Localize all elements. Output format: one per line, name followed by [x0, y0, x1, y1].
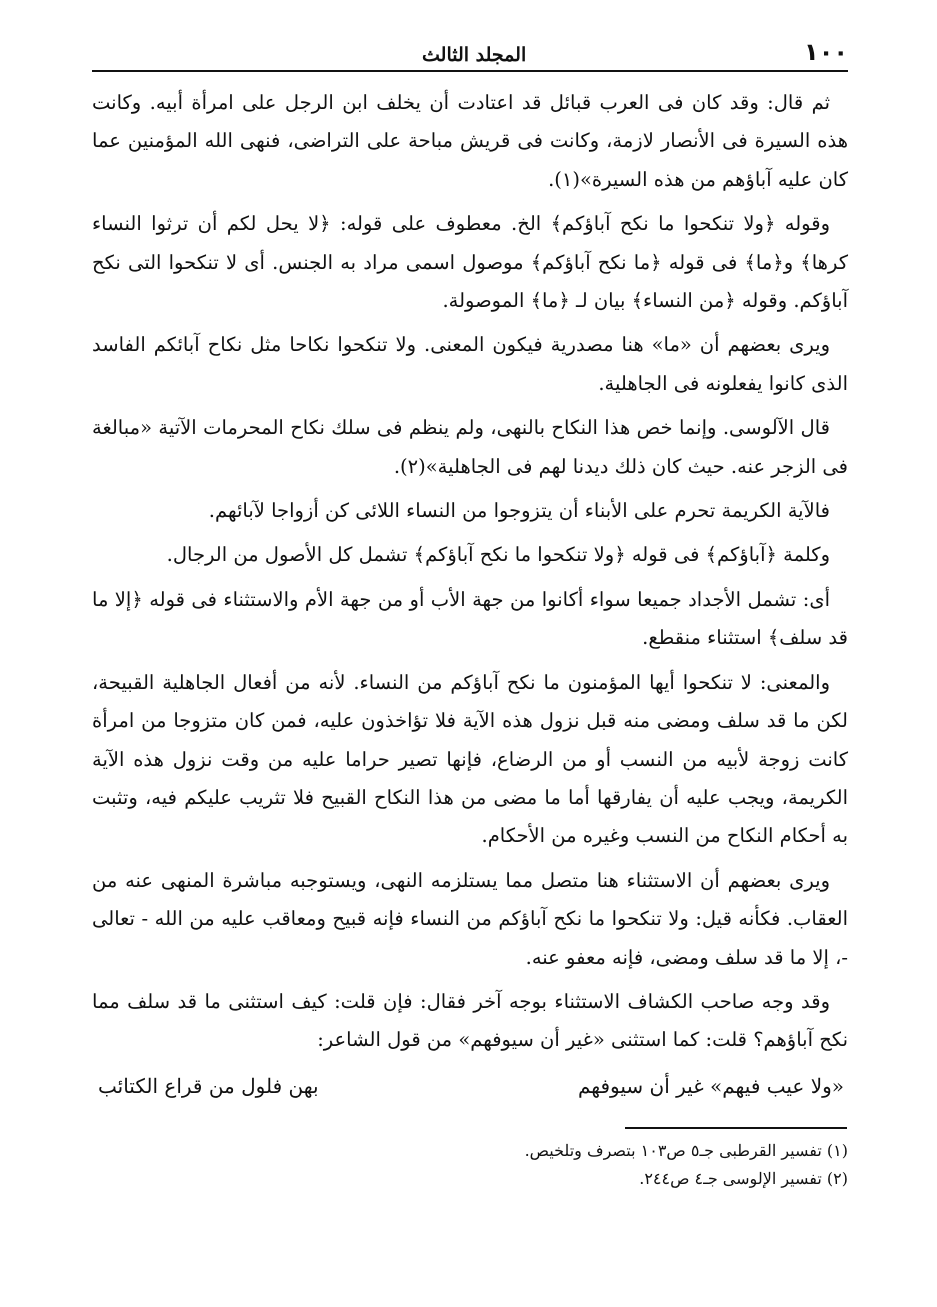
footnote: (١) تفسير القرطبى جـ٥ ص١٠٣ بتصرف وتلخيص.	[524, 1141, 848, 1160]
poem-verse	[92, 1066, 848, 1106]
paragraph: وقد وجه صاحب الكشاف الاستثناء بوجه آخر فقال: فإن قلت: كيف استثنى ما قد سلف مما نكح آباؤهم؟ قلت: كما استثنى «غير أن سيوفهم» من قول الشاعر:	[92, 989, 848, 1052]
poem-hemistich-second: بهن فلول من قراع الكتائب	[98, 1073, 319, 1098]
paragraph: فالآية الكريمة تحرم على الأبناء أن يتزوجوا من النساء اللائى كن أزواجا لآبائهم.	[208, 499, 830, 523]
paragraph: ويرى بعضهم أن «ما» هنا مصدرية فيكون المعنى. ولا تنكحوا نكاحا مثل نكاح آبائكم الفاسد الذى كانوا يفعلونه فى الجاهلية.	[92, 333, 848, 395]
footnote-rule	[625, 1127, 847, 1129]
page-header	[92, 30, 848, 66]
paragraph: أى: تشمل الأجداد جميعا سواء أكانوا من جهة الأب أو من جهة الأم والاستثناء فى قوله ﴿إلا ما قد سلف﴾ استثناء منقطع.	[92, 587, 848, 650]
page-number: ١٠٠	[804, 38, 848, 66]
paragraph: ويرى بعضهم أن الاستثناء هنا متصل مما يستلزمه النهى، ويستوجبه مباشرة المنهى عنه من العقاب. فكأنه قيل: ولا تنكحوا ما نكح آباؤكم من النساء فإنه قبيح ومعاقب عليه من الله - تعالى -، إلا ما قد سلف ومضى، فإنه معفو عنه.	[92, 868, 848, 969]
poem-hemistich-first: «ولا عيب فيهم» غير أن سيوفهم	[577, 1073, 844, 1098]
volume-title: المجلد الثالث	[422, 44, 527, 66]
body-text	[92, 84, 848, 1106]
paragraph: قال الآلوسى. وإنما خص هذا النكاح بالنهى، ولم ينظم فى سلك نكاح المحرمات الآتية «مبالغة فى الزجر عنه. حيث كان ذلك ديدنا لهم فى الجاهلية»(٢).	[92, 416, 848, 478]
paragraph: وكلمة ﴿آباؤكم﴾ فى قوله ﴿ولا تنكحوا ما نكح آباؤكم﴾ تشمل كل الأصول من الرجال.	[166, 543, 830, 567]
paragraph: والمعنى: لا تنكحوا أيها المؤمنون ما نكح آباؤكم من النساء. لأنه من أفعال الجاهلية القبيحة، لكن ما قد سلف ومضى منه قبل نزول هذه الآية فلا تؤاخذون عليه، فمن كان متزوجا من امرأة كانت زوجة لأبيه من النسب أو من الرضاع، فإنها تصير حراما عليه من وقت نزول هذه الآية الكريمة، ويجب عليه أن يفارقها أما ما مضى من هذا النكاح القبيح فلا تثريب عليكم فيه، وتثبت به أحكام النكاح من النسب وغيره من الأحكام.	[92, 670, 848, 848]
header-rule	[92, 70, 848, 72]
paragraph: ثم قال: وقد كان فى العرب قبائل قد اعتادت أن يخلف ابن الرجل على امرأة أبيه. وكانت هذه السيرة فى الأنصار لازمة، وكانت فى قريش مباحة على التراضى، فنهى الله المؤمنين عما كان عليه آباؤهم من هذه السيرة»(١).	[92, 91, 848, 191]
paragraph: وقوله ﴿ولا تنكحوا ما نكح آباؤكم﴾ الخ. معطوف على قوله: ﴿لا يحل لكم أن ترثوا النساء كرها﴾ و﴿ما﴾ فى قوله ﴿ما نكح آباؤكم﴾ موصول اسمى مراد به الجنس. أى لا تنكحوا التى نكح آباؤكم. وقوله ﴿من النساء﴾ بيان لـ ﴿ما﴾ الموصولة.	[92, 212, 848, 313]
footnotes	[92, 1137, 848, 1193]
footnote: (٢) تفسير الإلوسى جـ٤ ص٢٤٤.	[639, 1169, 848, 1188]
